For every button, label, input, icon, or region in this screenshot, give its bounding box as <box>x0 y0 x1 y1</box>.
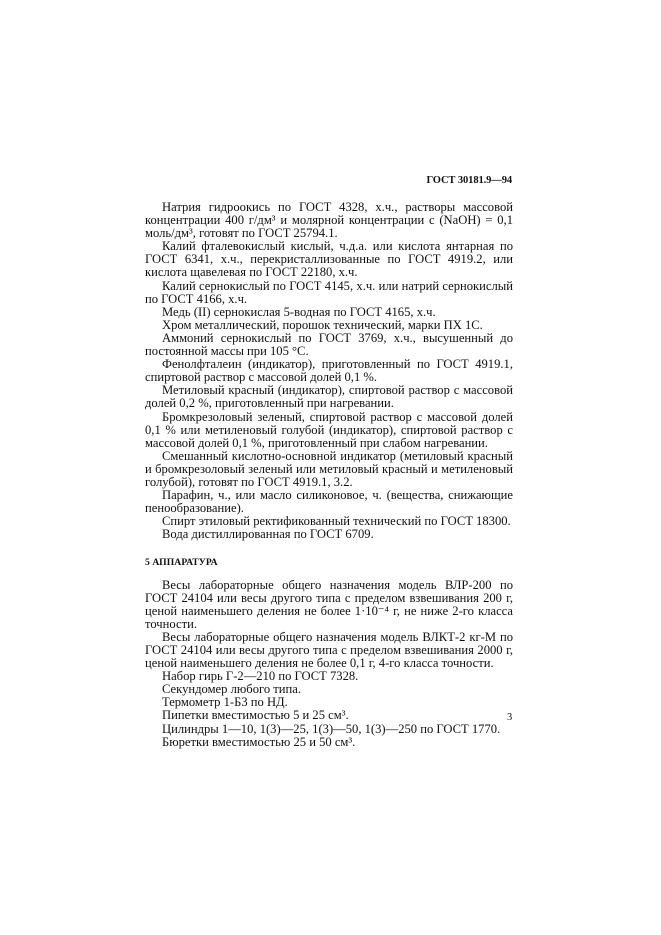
page-number: 3 <box>507 712 513 723</box>
reagent-paragraph: Фенолфталеин (индикатор), приготовленный по ГОСТ 4919.1, спиртовой раствор с массовой долей 0,1 %. <box>145 357 513 385</box>
apparatus-paragraph: Весы лабораторные общего назначения модель ВЛКТ-2 кг-М по ГОСТ 24104 или весы другого типа с пределом взвешивания 2000 г, ценой наименьшего деления не более 0,1 г, 4-го класса точности. <box>145 629 513 671</box>
reagent-paragraph: Калий фталевокислый кислый, ч.д.а. или кислота янтарная по ГОСТ 6341, х.ч., перекристаллизованные по ГОСТ 4919.2, или кислота щавелевая по ГОСТ 22180, х.ч. <box>145 239 513 280</box>
reagent-paragraph: Натрия гидроокись по ГОСТ 4328, х.ч., растворы массовой концентрации 400 г/дм³ и молярной концентрации c (NaOH) = 0,1 моль/дм³, готовят по ГОСТ 25794.1. <box>145 200 513 241</box>
document-code-header: ГОСТ 30181.9—94 <box>426 175 512 186</box>
reagent-paragraph: Смешанный кислотно-основной индикатор (метиловый красный и бромкрезоловый зеленый или метиловый красный и метиленовый голубой), готовят по ГОСТ 4919.1, 3.2. <box>145 448 513 489</box>
apparatus-paragraph: Термометр 1-Б3 по НД. <box>162 695 288 710</box>
reagent-paragraph: Спирт этиловый ректификованный технический по ГОСТ 18300. <box>162 514 511 529</box>
reagent-paragraph: Медь (II) сернокислая 5-водная по ГОСТ 4165, х.ч. <box>162 304 436 319</box>
apparatus-paragraph: Пипетки вместимостью 5 и 25 см³. <box>162 708 349 723</box>
apparatus-paragraph: Бюретки вместимостью 25 и 50 см³. <box>162 734 356 749</box>
reagent-paragraph: Аммоний сернокислый по ГОСТ 3769, х.ч., высушенный до постоянной массы при 105 °С. <box>145 330 513 359</box>
reagent-paragraph: Бромкрезоловый зеленый, спиртовой раствор с массовой долей 0,1 % или метиленовый голубой (индикатор), спиртовой раствор с массовой долей 0,1 %, приготовленный при слабом нагревании. <box>145 409 513 450</box>
apparatus-paragraph: Секундомер любого типа. <box>162 682 302 697</box>
reagent-paragraph: Вода дистиллированная по ГОСТ 6709. <box>162 527 374 542</box>
apparatus-paragraph: Набор гирь Г-2—210 по ГОСТ 7328. <box>162 669 359 684</box>
apparatus-paragraph: Весы лабораторные общего назначения модель ВЛР-200 по ГОСТ 24104 или весы другого типа с пределом взвешивания 200 г, ценой наименьшего деления не более 1·10⁻⁴ г, не ниже 2-го класса точности. <box>145 577 513 631</box>
reagent-paragraph: Метиловый красный (индикатор), спиртовой раствор с массовой долей 0,2 %, приготовленный при нагревании. <box>145 383 513 411</box>
section-heading: 5 АППАРАТУРА <box>145 557 218 569</box>
reagent-paragraph: Калий сернокислый по ГОСТ 4145, х.ч. или натрий сернокислый по ГОСТ 4166, х.ч. <box>145 278 513 306</box>
reagent-paragraph: Хром металлический, порошок технический, марки ПХ 1С. <box>162 317 483 332</box>
document-body <box>145 201 513 749</box>
reagent-paragraph: Парафин, ч., или масло силиконовое, ч. (вещества, снижающие пенообразование). <box>145 488 513 516</box>
apparatus-paragraph: Цилиндры 1—10, 1(3)—25, 1(3)—50, 1(3)—250 по ГОСТ 1770. <box>162 721 501 736</box>
